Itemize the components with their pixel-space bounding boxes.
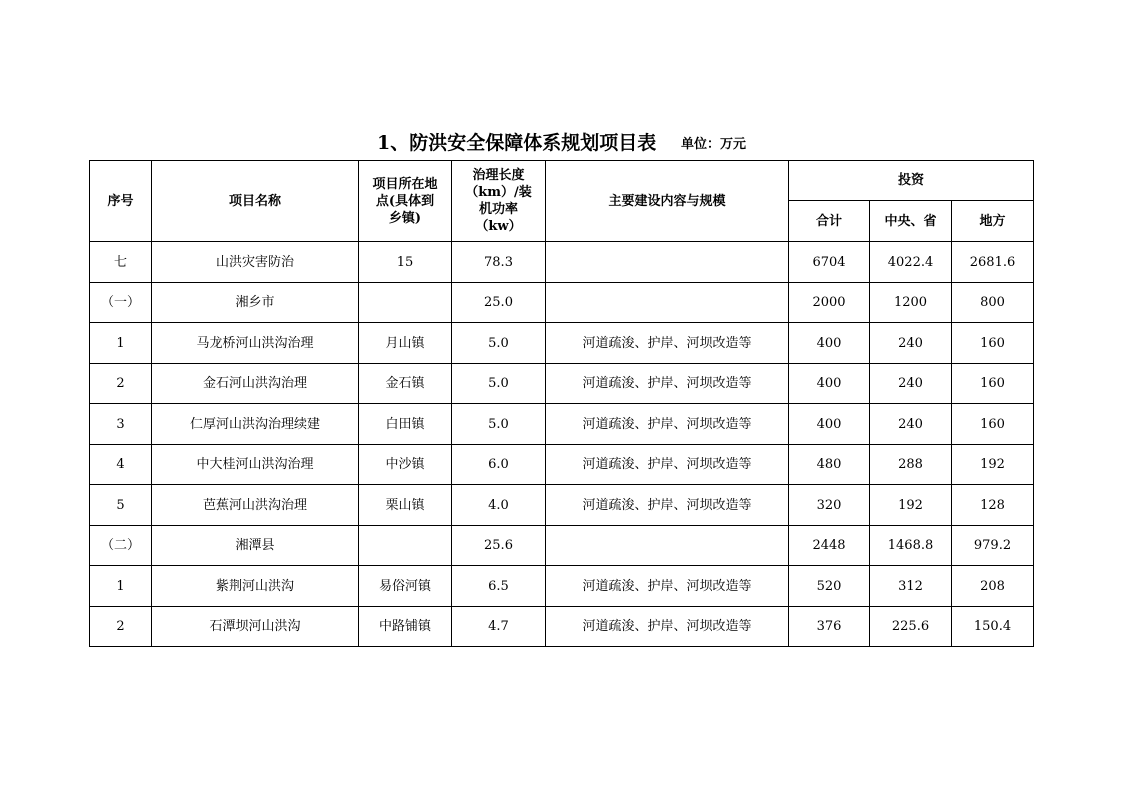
- table-row: [90, 323, 1034, 364]
- cell-location: 中沙镇: [359, 445, 452, 485]
- cell-total: 520: [789, 566, 870, 607]
- cell-content: 河道疏浚、护岸、河坝改造等: [546, 364, 789, 404]
- header-seq: 序号: [90, 161, 152, 242]
- table-row: [90, 283, 1034, 323]
- cell-central: 225.6: [870, 607, 952, 647]
- cell-central: 4022.4: [870, 242, 952, 283]
- header-location: [359, 161, 452, 242]
- cell-total: 6704: [789, 242, 870, 283]
- header-investment: 投资: [789, 161, 1034, 201]
- cell-length: 5.0: [452, 364, 546, 404]
- table-row: [90, 445, 1034, 485]
- cell-name: 山洪灾害防治: [152, 242, 359, 283]
- cell-total: 2448: [789, 526, 870, 566]
- cell-seq: 1: [90, 566, 152, 607]
- cell-length: 4.0: [452, 485, 546, 526]
- title-bar: [0, 126, 1122, 156]
- table-row: [90, 607, 1034, 647]
- cell-total: 480: [789, 445, 870, 485]
- cell-central: 312: [870, 566, 952, 607]
- cell-name: 中大桂河山洪沟治理: [152, 445, 359, 485]
- cell-total: 376: [789, 607, 870, 647]
- cell-length: 6.5: [452, 566, 546, 607]
- cell-central: 192: [870, 485, 952, 526]
- cell-name: 湘乡市: [152, 283, 359, 323]
- header-length: [452, 161, 546, 242]
- cell-name: 仁厚河山洪沟治理续建: [152, 404, 359, 445]
- table-row: [90, 364, 1034, 404]
- cell-local: 160: [952, 364, 1034, 404]
- header-length-text: 治理长度（km）/装机功率（kw）: [465, 168, 532, 234]
- cell-name: 马龙桥河山洪沟治理: [152, 323, 359, 364]
- cell-total: 400: [789, 364, 870, 404]
- table-row: [90, 404, 1034, 445]
- cell-location: 月山镇: [359, 323, 452, 364]
- cell-content: 河道疏浚、护岸、河坝改造等: [546, 485, 789, 526]
- cell-seq: （二）: [90, 526, 152, 566]
- cell-local: 800: [952, 283, 1034, 323]
- cell-local: 150.4: [952, 607, 1034, 647]
- page-title: 1、防洪安全保障体系规划项目表: [377, 132, 657, 154]
- cell-content: [546, 242, 789, 283]
- cell-length: 25.0: [452, 283, 546, 323]
- cell-content: [546, 283, 789, 323]
- cell-central: 1200: [870, 283, 952, 323]
- cell-location: 白田镇: [359, 404, 452, 445]
- cell-length: 5.0: [452, 404, 546, 445]
- cell-length: 25.6: [452, 526, 546, 566]
- cell-name: 紫荆河山洪沟: [152, 566, 359, 607]
- cell-location: 中路铺镇: [359, 607, 452, 647]
- cell-content: 河道疏浚、护岸、河坝改造等: [546, 404, 789, 445]
- header-content: 主要建设内容与规模: [546, 161, 789, 242]
- cell-content: 河道疏浚、护岸、河坝改造等: [546, 323, 789, 364]
- cell-central: 288: [870, 445, 952, 485]
- cell-location: [359, 283, 452, 323]
- cell-seq: 3: [90, 404, 152, 445]
- cell-seq: 5: [90, 485, 152, 526]
- cell-location: 15: [359, 242, 452, 283]
- cell-central: 1468.8: [870, 526, 952, 566]
- cell-location: [359, 526, 452, 566]
- cell-local: 128: [952, 485, 1034, 526]
- header-central: 中央、省: [870, 201, 952, 242]
- header-local: 地方: [952, 201, 1034, 242]
- cell-central: 240: [870, 323, 952, 364]
- cell-content: 河道疏浚、护岸、河坝改造等: [546, 566, 789, 607]
- cell-local: 160: [952, 404, 1034, 445]
- cell-length: 5.0: [452, 323, 546, 364]
- project-table: [89, 160, 1034, 647]
- cell-location: 金石镇: [359, 364, 452, 404]
- cell-total: 320: [789, 485, 870, 526]
- cell-content: 河道疏浚、护岸、河坝改造等: [546, 445, 789, 485]
- cell-name: 石潭坝河山洪沟: [152, 607, 359, 647]
- cell-length: 6.0: [452, 445, 546, 485]
- cell-local: 2681.6: [952, 242, 1034, 283]
- cell-length: 78.3: [452, 242, 546, 283]
- cell-seq: （一）: [90, 283, 152, 323]
- cell-location: 易俗河镇: [359, 566, 452, 607]
- cell-name: 金石河山洪沟治理: [152, 364, 359, 404]
- cell-central: 240: [870, 404, 952, 445]
- cell-seq: 2: [90, 607, 152, 647]
- cell-central: 240: [870, 364, 952, 404]
- cell-length: 4.7: [452, 607, 546, 647]
- cell-name: 芭蕉河山洪沟治理: [152, 485, 359, 526]
- unit-label: 单位：万元: [681, 137, 747, 152]
- cell-local: 208: [952, 566, 1034, 607]
- header-name: 项目名称: [152, 161, 359, 242]
- cell-seq: 2: [90, 364, 152, 404]
- cell-location: 栗山镇: [359, 485, 452, 526]
- cell-content: [546, 526, 789, 566]
- cell-local: 160: [952, 323, 1034, 364]
- table-row: [90, 526, 1034, 566]
- cell-content: 河道疏浚、护岸、河坝改造等: [546, 607, 789, 647]
- cell-name: 湘潭县: [152, 526, 359, 566]
- header-total: 合计: [789, 201, 870, 242]
- cell-seq: 1: [90, 323, 152, 364]
- table-row: [90, 242, 1034, 283]
- cell-local: 979.2: [952, 526, 1034, 566]
- cell-local: 192: [952, 445, 1034, 485]
- table-row: [90, 485, 1034, 526]
- cell-seq: 4: [90, 445, 152, 485]
- cell-total: 2000: [789, 283, 870, 323]
- header-location-text: 项目所在地点(具体到乡镇): [372, 176, 438, 226]
- table-row: [90, 566, 1034, 607]
- cell-seq: 七: [90, 242, 152, 283]
- cell-total: 400: [789, 404, 870, 445]
- cell-total: 400: [789, 323, 870, 364]
